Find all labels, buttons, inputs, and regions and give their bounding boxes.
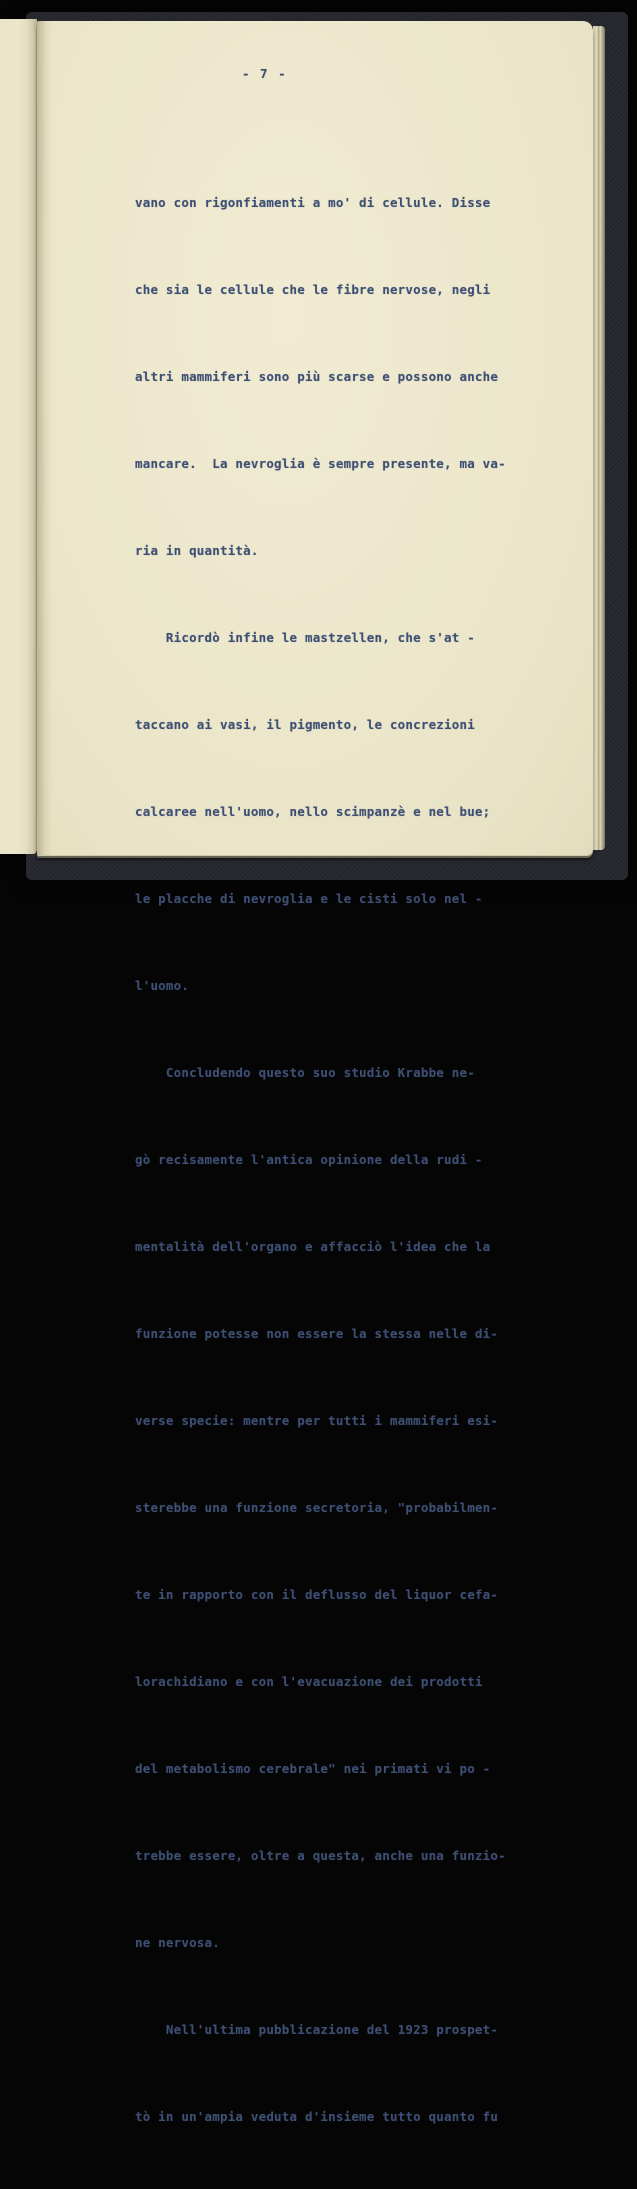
facing-page-edge [0, 19, 37, 854]
text-line: sterebbe una funzione secretoria, "probabilmen- [135, 1500, 499, 1515]
text-line: lorachidiano e con l'evacuazione dei prodotti [135, 1674, 483, 1689]
text-line: calcaree nell'uomo, nello scimpanzè e nel bue; [135, 804, 491, 819]
text-line: gò recisamente l'antica opinione della rudi - [135, 1152, 483, 1167]
text-line: mentalità dell'organo e affacciò l'idea che la [135, 1239, 491, 1254]
page-number: - 7 - [242, 66, 288, 81]
text-line: taccano ai vasi, il pigmento, le concrezioni [135, 717, 475, 732]
text-line: ria in quantità. [135, 543, 259, 558]
text-line: tò in un'ampia veduta d'insieme tutto quanto fu [135, 2109, 499, 2124]
text-line: Concludendo questo suo studio Krabbe ne- [135, 1065, 475, 1080]
text-line: vano con rigonfiamenti a mo' di cellule. Disse [135, 195, 491, 210]
text-line: ne nervosa. [135, 1935, 220, 1950]
text-line: Ricordò infine le mastzellen, che s'at - [135, 630, 475, 645]
text-line: altri mammiferi sono più scarse e possono anche [135, 369, 499, 384]
text-line: Nell'ultima pubblicazione del 1923 prospet- [135, 2022, 499, 2037]
page-text-block [135, 130, 506, 2189]
text-line: funzione potesse non essere la stessa nelle di- [135, 1326, 499, 1341]
text-line: l'uomo. [135, 978, 190, 993]
text-line: verse specie: mentre per tutti i mammiferi esi- [135, 1413, 499, 1428]
text-line: trebbe essere, oltre a questa, anche una funzio- [135, 1848, 506, 1863]
text-line: te in rapporto con il deflusso del liquor cefa- [135, 1587, 499, 1602]
text-line: mancare. La nevroglia è sempre presente, ma va- [135, 456, 506, 471]
text-line: del metabolismo cerebrale" nei primati vi po - [135, 1761, 491, 1776]
text-line: che sia le cellule che le fibre nervose, negli [135, 282, 491, 297]
page-edge-stack [593, 26, 605, 850]
text-line: le placche di nevroglia e le cisti solo nel - [135, 891, 483, 906]
